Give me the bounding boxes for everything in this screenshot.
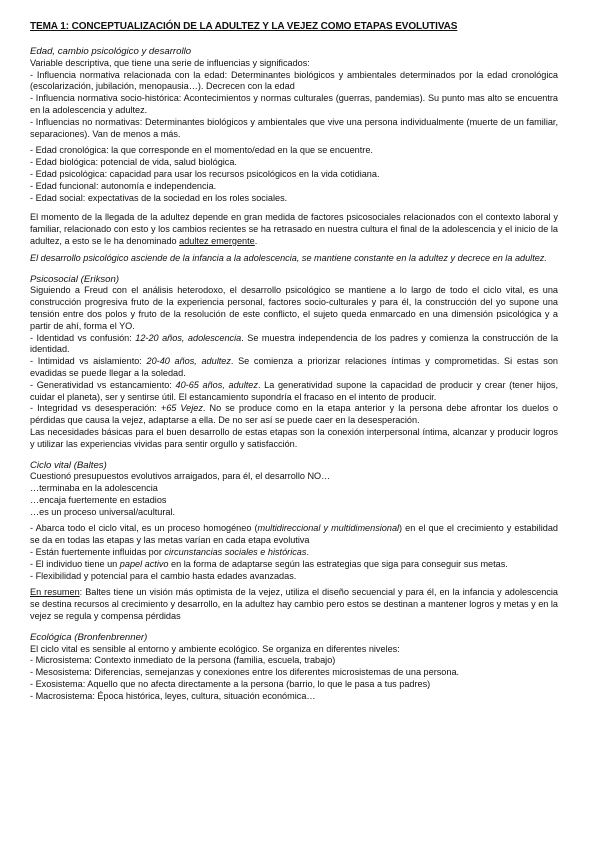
s1-italic-note: El desarrollo psicológico asciende de la infancia a la adolescencia, se mantiene constante en la adultez y decrece en la adultez.: [30, 252, 547, 263]
edad-item: - Edad funcional: autonomía e independencia.: [30, 180, 217, 191]
s2-intro: Siguiendo a Freud con el análisis heterodoxo, el desarrollo psicológico se mantiene a lo largo de todo el ciclo vital, es una construcción progresiva fruto de la experiencia personal, factores socio-culturales y para él, la construcción del yo supone una tensión entre dos polos y fruto de la resolución de este conflicto, el sujeto queda enmarcado en una dimensión psicológica y a partir de ahí, forma el YO.: [30, 285, 558, 331]
adultez-paragraph-text: El momento de la llegada de la adultez depende en gran medida de factores psicosociales relacionados con el contexto laboral y familiar, relacionado con esto y los cambios recientes se ha retrasado en nuestra cultura el final de la adolescencia y el inicio de la adultez, a esto se le ha denominado: [30, 212, 558, 246]
baltes-no-item: …encaja fuertemente en estadios: [30, 494, 167, 505]
baltes-bullet: - Flexibilidad y potencial para el cambio hasta edades avanzadas.: [30, 570, 297, 581]
edad-item: - Edad biológica: potencial de vida, salud biológica.: [30, 157, 237, 168]
resumen-label: En resumen: [30, 587, 80, 598]
document-body: [30, 45, 558, 703]
ecologica-level: - Mesosistema: Diferencias, semejanzas y conexiones entre los diferentes microsistemas de una persona.: [30, 667, 460, 678]
erikson-stage: - Identidad vs confusión: 12-20 años, adolescencia. Se muestra independencia de los padres y comienza la construcción de la identidad.: [30, 332, 559, 355]
erikson-stage: - Integridad vs desesperación: +65 Vejez. No se produce como en la etapa anterior y la persona debe afrontar los duelos o pérdidas que causa la vejez, adaptarse a ella. De no ser así se puede caer en la desesperación.: [30, 403, 558, 426]
adultez-paragraph-end: .: [254, 235, 258, 246]
resumen-text: : Baltes tiene un visión más optimista de la vejez, utiliza el diseño secuencial y para él, en la infancia y adolescencia se destina recursos al crecimiento y desarrollo, en la adultez hay cambio pero estos se destinan a mantener logros y metas y en la vejez se regula y compensa pérdidas: [30, 587, 559, 622]
s3-intro: Cuestionó presupuestos evolutivos arraigados, para él, el desarrollo NO…: [30, 471, 331, 482]
section-heading-psicosocial: Psicosocial (Erikson): [30, 273, 120, 285]
edad-item: - Edad cronológica: la que corresponde en el momento/edad en la que se encuentre.: [30, 145, 373, 156]
adultez-paragraph: [30, 212, 558, 247]
edad-item: - Edad psicológica: capacidad para usar los recursos psicológicos en la vida cotidiana.: [30, 168, 380, 179]
s1-influence-3: - Influencias no normativas: Determinantes biológicos y ambientales que vive una persona individualmente (muerte de un familiar, separaciones). Van de menos a más.: [30, 116, 558, 139]
s1-intro: Variable descriptiva, que tiene una serie de influencias y significados:: [30, 57, 310, 68]
term-adultez-emergente: adultez emergente: [179, 235, 255, 246]
baltes-no-item: …terminaba en la adolescencia: [30, 483, 158, 494]
s1-influence-1: - Influencia normativa relacionada con la edad: Determinantes biológicos y ambientales determinados por la edad cronológica (escolarización, jubilación, menopausia…). Decrecen con la edad: [30, 69, 558, 92]
erikson-stage: - Intimidad vs aislamiento: 20-40 años, adultez. Se comienza a priorizar relaciones íntimas y comprometidas. Si estas son evadidas se puede llegar a la soledad.: [30, 356, 558, 378]
s2-closing: Las necesidades básicas para el buen desarrollo de estas etapas son la conexión interpersonal íntima, alcanzar y producir logros y utilizar las experiencias vividas para sentir orgullo y satisfacción.: [30, 426, 558, 449]
edad-item: - Edad social: expectativas de la sociedad en los roles sociales.: [30, 192, 288, 203]
s1-influence-2: - Influencia normativa socio-histórica: Acontecimientos y normas culturales (guerras, pandemias). Su punto mas alto se encuentra en la adolescencia y adultez.: [30, 93, 558, 115]
ecologica-level: - Exosistema: Aquello que no afecta directamente a la persona (barrio, lo que le pasa a tus padres): [30, 679, 431, 690]
section-heading-ciclo-vital: Ciclo vital (Baltes): [30, 459, 107, 471]
section-heading-ecologica: Ecológica (Bronfenbrenner): [30, 631, 148, 643]
baltes-bullet: - El individuo tiene un papel activo en la forma de adaptarse según las estrategias que siga para conseguir sus metas.: [30, 558, 508, 569]
resumen-paragraph: [30, 587, 558, 622]
page-title: TEMA 1: CONCEPTUALIZACIÓN DE LA ADULTEZ Y LA VEJEZ COMO ETAPAS EVOLUTIVAS: [30, 21, 458, 32]
ecologica-level: - Macrosistema: Época histórica, leyes, cultura, situación económica…: [30, 690, 316, 701]
baltes-bullet: - Están fuertemente influidas por circunstancias sociales e históricas.: [30, 547, 309, 558]
baltes-no-item: …es un proceso universal/acultural.: [30, 506, 176, 517]
s4-intro: El ciclo vital es sensible al entorno y ambiente ecológico. Se organiza en diferentes niveles:: [30, 643, 400, 654]
baltes-bullet: - Abarca todo el ciclo vital, es un proceso homogéneo (multidireccional y multidimensional) en el que el crecimiento y estabilidad se da en todas las etapas y las metas varían en cada etapa evolutiva: [30, 523, 558, 546]
section-heading-edad: Edad, cambio psicológico y desarrollo: [30, 46, 192, 57]
ecologica-level: - Microsistema: Contexto inmediato de la persona (familia, escuela, trabajo): [30, 655, 336, 666]
erikson-stage: - Generatividad vs estancamiento: 40-65 años, adultez. La generatividad supone la capacidad de producir y crear (tener hijos, cuidar el planeta), ser y sentirse útil. El estancamiento supondría el fracaso en el intento de producir.: [30, 379, 558, 402]
